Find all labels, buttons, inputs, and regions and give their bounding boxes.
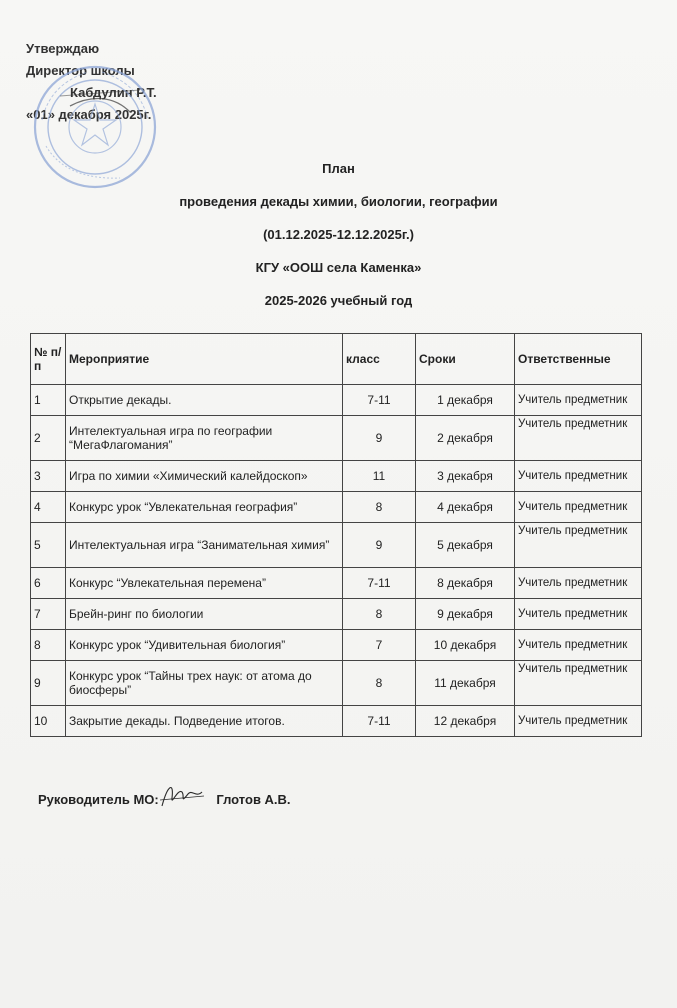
table-body xyxy=(31,385,642,737)
approval-line-date: «01» декабря 2025г. xyxy=(26,107,152,122)
row-num-cell: 2 xyxy=(31,416,66,461)
document-subtitle: проведения декады химии, биологии, географии xyxy=(179,194,498,209)
row-responsible-cell: Учитель предметник xyxy=(515,630,642,661)
row-class-cell: 7-11 xyxy=(343,706,416,737)
header-event: Мероприятие xyxy=(66,334,343,385)
header-class: класс xyxy=(343,334,416,385)
approval-line-position: Директор школы xyxy=(26,63,135,78)
approval-block xyxy=(26,38,157,126)
row-responsible-cell: Учитель предметник xyxy=(515,461,642,492)
row-class-cell: 7 xyxy=(343,630,416,661)
events-table xyxy=(30,333,642,737)
row-event-cell: Конкурс урок “Тайны трех наук: от атома до биосферы” xyxy=(66,661,343,706)
row-event-cell: Конкурс “Увлекательная перемена” xyxy=(66,568,343,599)
row-num-cell: 8 xyxy=(31,630,66,661)
header-responsible: Ответственные xyxy=(515,334,642,385)
table-row xyxy=(31,661,642,706)
row-responsible-cell: Учитель предметник xyxy=(515,385,642,416)
row-responsible-cell: Учитель предметник xyxy=(515,523,642,568)
header-date: Сроки xyxy=(416,334,515,385)
approval-line-approve: Утверждаю xyxy=(26,41,100,56)
row-date-cell: 2 декабря xyxy=(416,416,515,461)
document-dates: (01.12.2025-12.12.2025г.) xyxy=(263,227,414,242)
row-responsible-cell: Учитель предметник xyxy=(515,416,642,461)
row-date-cell: 4 декабря xyxy=(416,492,515,523)
document-title: План xyxy=(322,161,355,176)
row-responsible-cell: Учитель предметник xyxy=(515,661,642,706)
row-num-cell: 10 xyxy=(31,706,66,737)
row-event-cell: Брейн-ринг по биологии xyxy=(66,599,343,630)
row-class-cell: 8 xyxy=(343,492,416,523)
row-date-cell: 12 декабря xyxy=(416,706,515,737)
row-event-cell: Интелектуальная игра по географии “МегаФлагомания” xyxy=(66,416,343,461)
row-num-cell: 3 xyxy=(31,461,66,492)
row-class-cell: 7-11 xyxy=(343,568,416,599)
table-row xyxy=(31,492,642,523)
row-date-cell: 8 декабря xyxy=(416,568,515,599)
row-date-cell: 11 декабря xyxy=(416,661,515,706)
row-num-cell: 7 xyxy=(31,599,66,630)
row-num-cell: 9 xyxy=(31,661,66,706)
table-row xyxy=(31,630,642,661)
table-row xyxy=(31,599,642,630)
footer-name: Глотов А.В. xyxy=(216,792,291,807)
row-class-cell: 8 xyxy=(343,599,416,630)
row-date-cell: 3 декабря xyxy=(416,461,515,492)
table-row xyxy=(31,568,642,599)
document-heading xyxy=(0,152,677,317)
row-responsible-cell: Учитель предметник xyxy=(515,568,642,599)
row-responsible-cell: Учитель предметник xyxy=(515,706,642,737)
table-row xyxy=(31,385,642,416)
row-responsible-cell: Учитель предметник xyxy=(515,492,642,523)
row-num-cell: 6 xyxy=(31,568,66,599)
row-class-cell: 9 xyxy=(343,416,416,461)
row-num-cell: 1 xyxy=(31,385,66,416)
row-date-cell: 10 декабря xyxy=(416,630,515,661)
row-class-cell: 9 xyxy=(343,523,416,568)
table-row xyxy=(31,461,642,492)
row-event-cell: Интелектуальная игра “Занимательная химия” xyxy=(66,523,343,568)
document-school: КГУ «ООШ села Каменка» xyxy=(255,260,422,275)
row-class-cell: 7-11 xyxy=(343,385,416,416)
table-header-row xyxy=(31,334,642,385)
row-event-cell: Закрытие декады. Подведение итогов. xyxy=(66,706,343,737)
table-row xyxy=(31,416,642,461)
approval-line-director-name: Кабдулин Р.Т. xyxy=(70,85,157,100)
row-date-cell: 1 декабря xyxy=(416,385,515,416)
row-responsible-cell: Учитель предметник xyxy=(515,599,642,630)
row-class-cell: 11 xyxy=(343,461,416,492)
handwritten-signature xyxy=(158,780,206,812)
row-event-cell: Открытие декады. xyxy=(66,385,343,416)
table-row xyxy=(31,706,642,737)
document-year: 2025-2026 учебный год xyxy=(264,293,413,308)
footer-label: Руководитель МО: xyxy=(38,792,159,807)
row-event-cell: Конкурс урок “Увлекательная география” xyxy=(66,492,343,523)
table-row xyxy=(31,523,642,568)
header-num: № п/п xyxy=(31,334,66,385)
row-class-cell: 8 xyxy=(343,661,416,706)
row-date-cell: 5 декабря xyxy=(416,523,515,568)
row-event-cell: Игра по химии «Химический калейдоскоп» xyxy=(66,461,343,492)
row-num-cell: 5 xyxy=(31,523,66,568)
row-event-cell: Конкурс урок “Удивительная биология” xyxy=(66,630,343,661)
row-num-cell: 4 xyxy=(31,492,66,523)
row-date-cell: 9 декабря xyxy=(416,599,515,630)
